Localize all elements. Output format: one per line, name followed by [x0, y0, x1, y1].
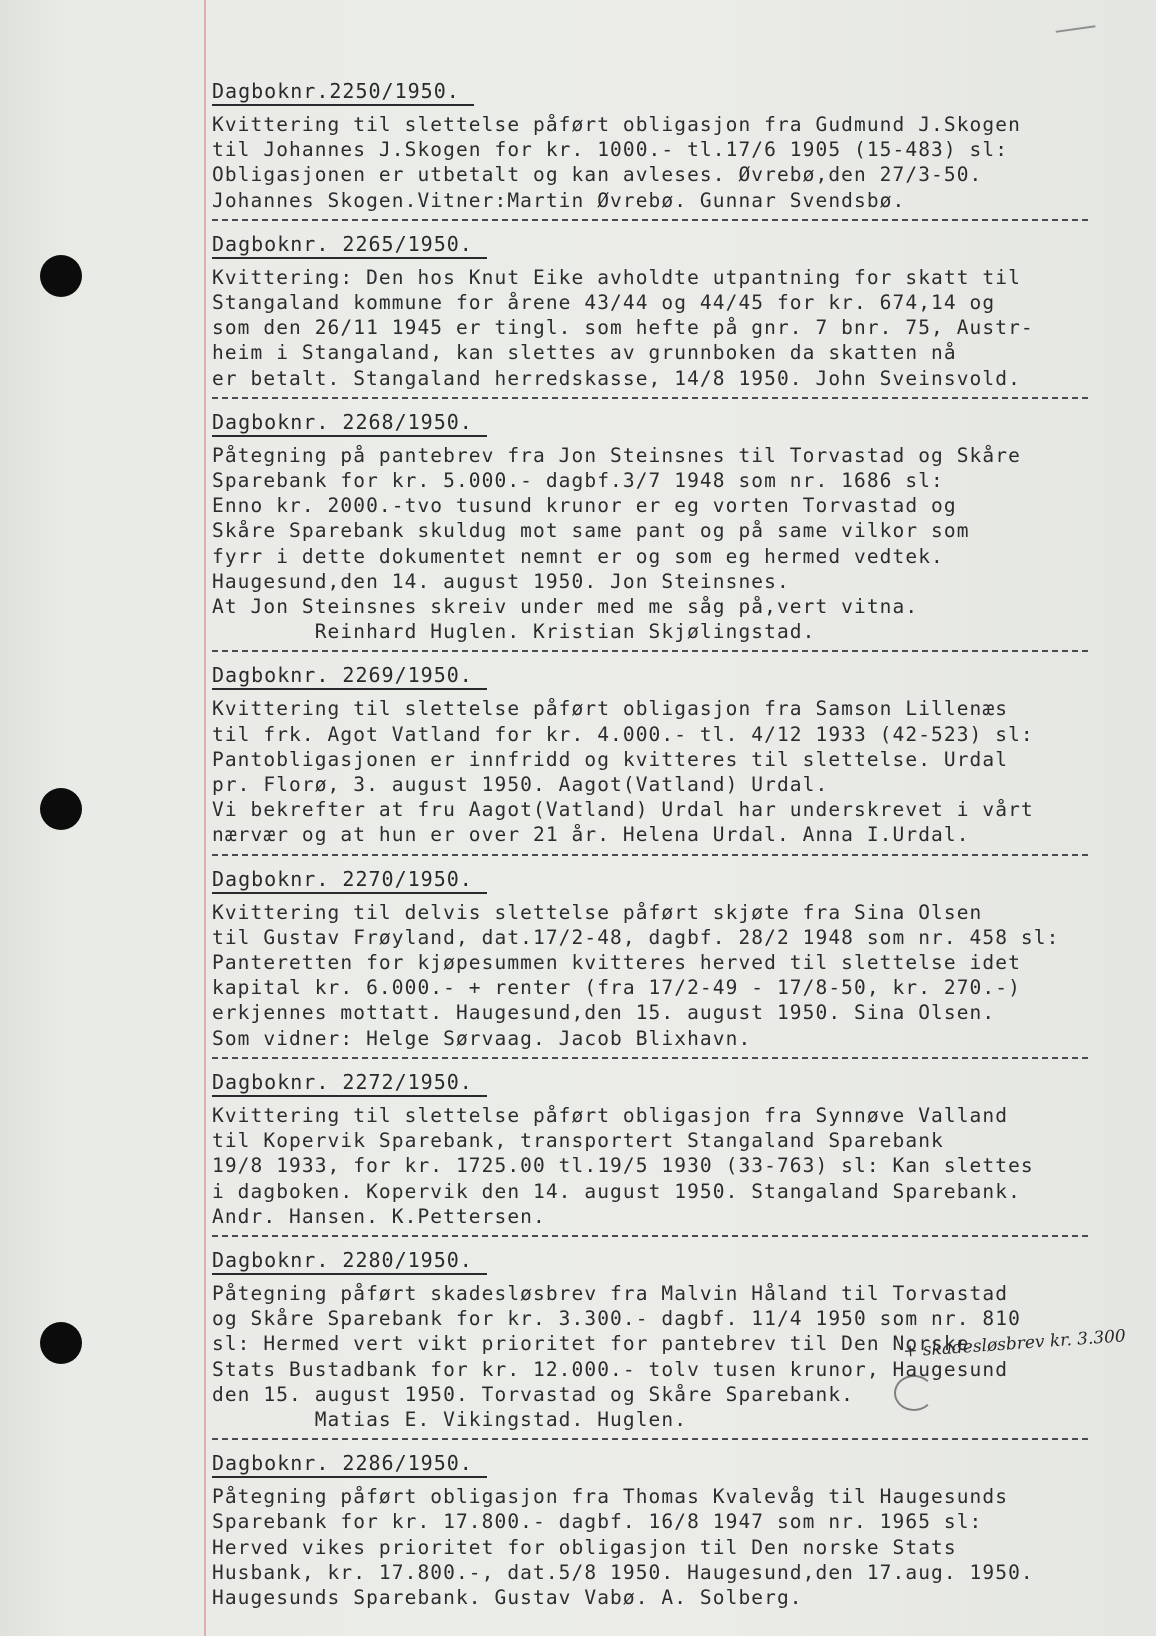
- entry-line: Pantobligasjonen er innfridd og kvitteres til slettelse. Urdal: [212, 747, 1009, 771]
- entry-heading: Dagboknr. 2280/1950.: [212, 1247, 487, 1275]
- entry-line: Påtegning på pantebrev fra Jon Steinsnes til Torvastad og Skåre: [212, 443, 1021, 467]
- entry-line: kapital kr. 6.000.- + renter (fra 17/2-49 - 17/8-50, kr. 270.-): [212, 976, 1021, 1000]
- entry-line: Skåre Sparebank skuldug mot same pant og på same vilkor som: [212, 519, 970, 543]
- entry-line: nærvær og at hun er over 21 år. Helena Urdal. Anna I.Urdal.: [212, 823, 970, 847]
- journal-entry: [212, 409, 1102, 653]
- entry-line: Vi bekrefter at fru Aagot(Vatland) Urdal har underskrevet i vårt: [212, 798, 1034, 822]
- entry-line: til Kopervik Sparebank, transportert Stangaland Sparebank: [212, 1129, 944, 1153]
- entry-line: sl: Hermed vert vikt prioritet for pantebrev til Den Norske: [212, 1332, 970, 1356]
- entry-line: er betalt. Stangaland herredskasse, 14/8 1950. John Sveinsvold.: [212, 366, 1021, 390]
- separator-line: [212, 397, 1088, 399]
- entry-line: til Gustav Frøyland, dat.17/2-48, dagbf. 28/2 1948 som nr. 458 sl:: [212, 925, 1060, 949]
- journal-entry: [212, 866, 1102, 1059]
- entry-line: Andr. Hansen. K.Pettersen.: [212, 1204, 546, 1228]
- entry-line: Sparebank for kr. 17.800.- dagbf. 16/8 1947 som nr. 1965 sl:: [212, 1510, 983, 1534]
- red-margin-line: [204, 0, 206, 1636]
- entry-line: Reinhard Huglen. Kristian Skjølingstad.: [212, 620, 816, 644]
- entry-line: Haugesund,den 14. august 1950. Jon Steinsnes.: [212, 569, 790, 593]
- entry-line: Kvittering til slettelse påført obligasjon fra Samson Lillenæs: [212, 697, 1009, 721]
- entry-line: Kvittering til slettelse påført obligasjon fra Gudmund J.Skogen: [212, 113, 1021, 136]
- journal-entry: [212, 78, 1102, 221]
- entry-line: Stats Bustadbank for kr. 12.000.- tolv tusen krunor, Haugesund: [212, 1357, 1009, 1381]
- entry-line: Stangaland kommune for årene 43/44 og 44/45 for kr. 674,14 og: [212, 291, 996, 315]
- entry-line: heim i Stangaland, kan slettes av grunnboken da skatten nå: [212, 341, 957, 365]
- entry-line: At Jon Steinsnes skreiv under med me såg på,vert vitna.: [212, 595, 919, 619]
- entry-line: pr. Florø, 3. august 1950. Aagot(Vatland) Urdal.: [212, 773, 829, 797]
- entry-line: til Johannes J.Skogen for kr. 1000.- tl.17/6 1905 (15-483) sl:: [212, 138, 1009, 162]
- entry-line: Kvittering til slettelse påført obligasjon fra Synnøve Valland: [212, 1103, 1009, 1127]
- separator-line: [212, 1438, 1088, 1440]
- entry-line: som den 26/11 1945 er tingl. som hefte på gnr. 7 bnr. 75, Austr-: [212, 316, 1034, 340]
- entry-heading: Dagboknr. 2269/1950.: [212, 662, 487, 690]
- journal-entry: [212, 662, 1102, 855]
- entry-line: Matias E. Vikingstad. Huglen.: [212, 1407, 688, 1431]
- entry-line: Påtegning påført obligasjon fra Thomas Kvalevåg til Haugesunds: [212, 1485, 1009, 1509]
- entry-heading: Dagboknr. 2272/1950.: [212, 1069, 487, 1097]
- entry-line: Panteretten for kjøpesummen kvitteres herved til slettelse idet: [212, 951, 1021, 975]
- entry-line: Påtegning påført skadesløsbrev fra Malvin Håland til Torvastad: [212, 1281, 1009, 1305]
- entry-line: Husbank, kr. 17.800.-, dat.5/8 1950. Haugesund,den 17.aug. 1950.: [212, 1560, 1034, 1584]
- entry-line: den 15. august 1950. Torvastad og Skåre Sparebank.: [212, 1382, 854, 1406]
- entry-heading: Dagboknr. 2268/1950.: [212, 409, 487, 437]
- entry-heading: Dagboknr. 2286/1950.: [212, 1450, 487, 1478]
- entry-line: Som vidner: Helge Sørvaag. Jacob Blixhavn.: [212, 1026, 752, 1050]
- entry-line: Sparebank for kr. 5.000.- dagbf.3/7 1948 som nr. 1686 sl:: [212, 469, 944, 493]
- handwritten-note: + skadesløsbrev kr. 3.300: [902, 1326, 1127, 1362]
- journal-entries: [212, 78, 1102, 1610]
- separator-line: [212, 854, 1088, 856]
- entry-line: Enno kr. 2000.-tvo tusund krunor er eg vorten Torvastad og: [212, 494, 957, 518]
- separator-line: [212, 650, 1088, 652]
- entry-heading: Dagboknr. 2265/1950.: [212, 231, 487, 259]
- entry-line: og Skåre Sparebank for kr. 3.300.- dagbf. 11/4 1950 som nr. 810: [212, 1307, 1021, 1331]
- entry-heading: Dagboknr.2250/1950.: [212, 78, 474, 106]
- journal-entry: [212, 1450, 1102, 1610]
- entry-line: Kvittering til delvis slettelse påført skjøte fra Sina Olsen: [212, 900, 983, 924]
- journal-entry: [212, 231, 1102, 399]
- entry-line: 19/8 1933, for kr. 1725.00 tl.19/5 1930 (33-763) sl: Kan slettes: [212, 1154, 1034, 1178]
- entry-line: Kvittering: Den hos Knut Eike avholdte utpantning for skatt til: [212, 265, 1021, 289]
- entry-line: erkjennes mottatt. Haugesund,den 15. august 1950. Sina Olsen.: [212, 1001, 996, 1025]
- pencil-mark: [1056, 25, 1097, 38]
- journal-entry: [212, 1069, 1102, 1237]
- entry-line: Johannes Skogen.Vitner:Martin Øvrebø. Gunnar Svendsbø.: [212, 188, 906, 212]
- separator-line: [212, 1235, 1088, 1237]
- separator-line: [212, 1057, 1088, 1059]
- entry-line: i dagboken. Kopervik den 14. august 1950. Stangaland Sparebank.: [212, 1179, 1021, 1203]
- entry-line: Haugesunds Sparebank. Gustav Vabø. A. Solberg.: [212, 1585, 803, 1609]
- entry-heading: Dagboknr. 2270/1950.: [212, 866, 487, 894]
- entry-line: fyrr i dette dokumentet nemnt er og som eg hermed vedtek.: [212, 544, 944, 568]
- entry-line: til frk. Agot Vatland for kr. 4.000.- tl. 4/12 1933 (42-523) sl:: [212, 722, 1034, 746]
- punch-hole: [40, 1322, 82, 1364]
- entry-line: Herved vikes prioritet for obligasjon til Den norske Stats: [212, 1535, 957, 1559]
- entry-line: Obligasjonen er utbetalt og kan avleses. Øvrebø,den 27/3-50.: [212, 163, 983, 187]
- punch-hole: [40, 255, 82, 297]
- punch-hole: [40, 788, 82, 830]
- separator-line: [212, 219, 1088, 221]
